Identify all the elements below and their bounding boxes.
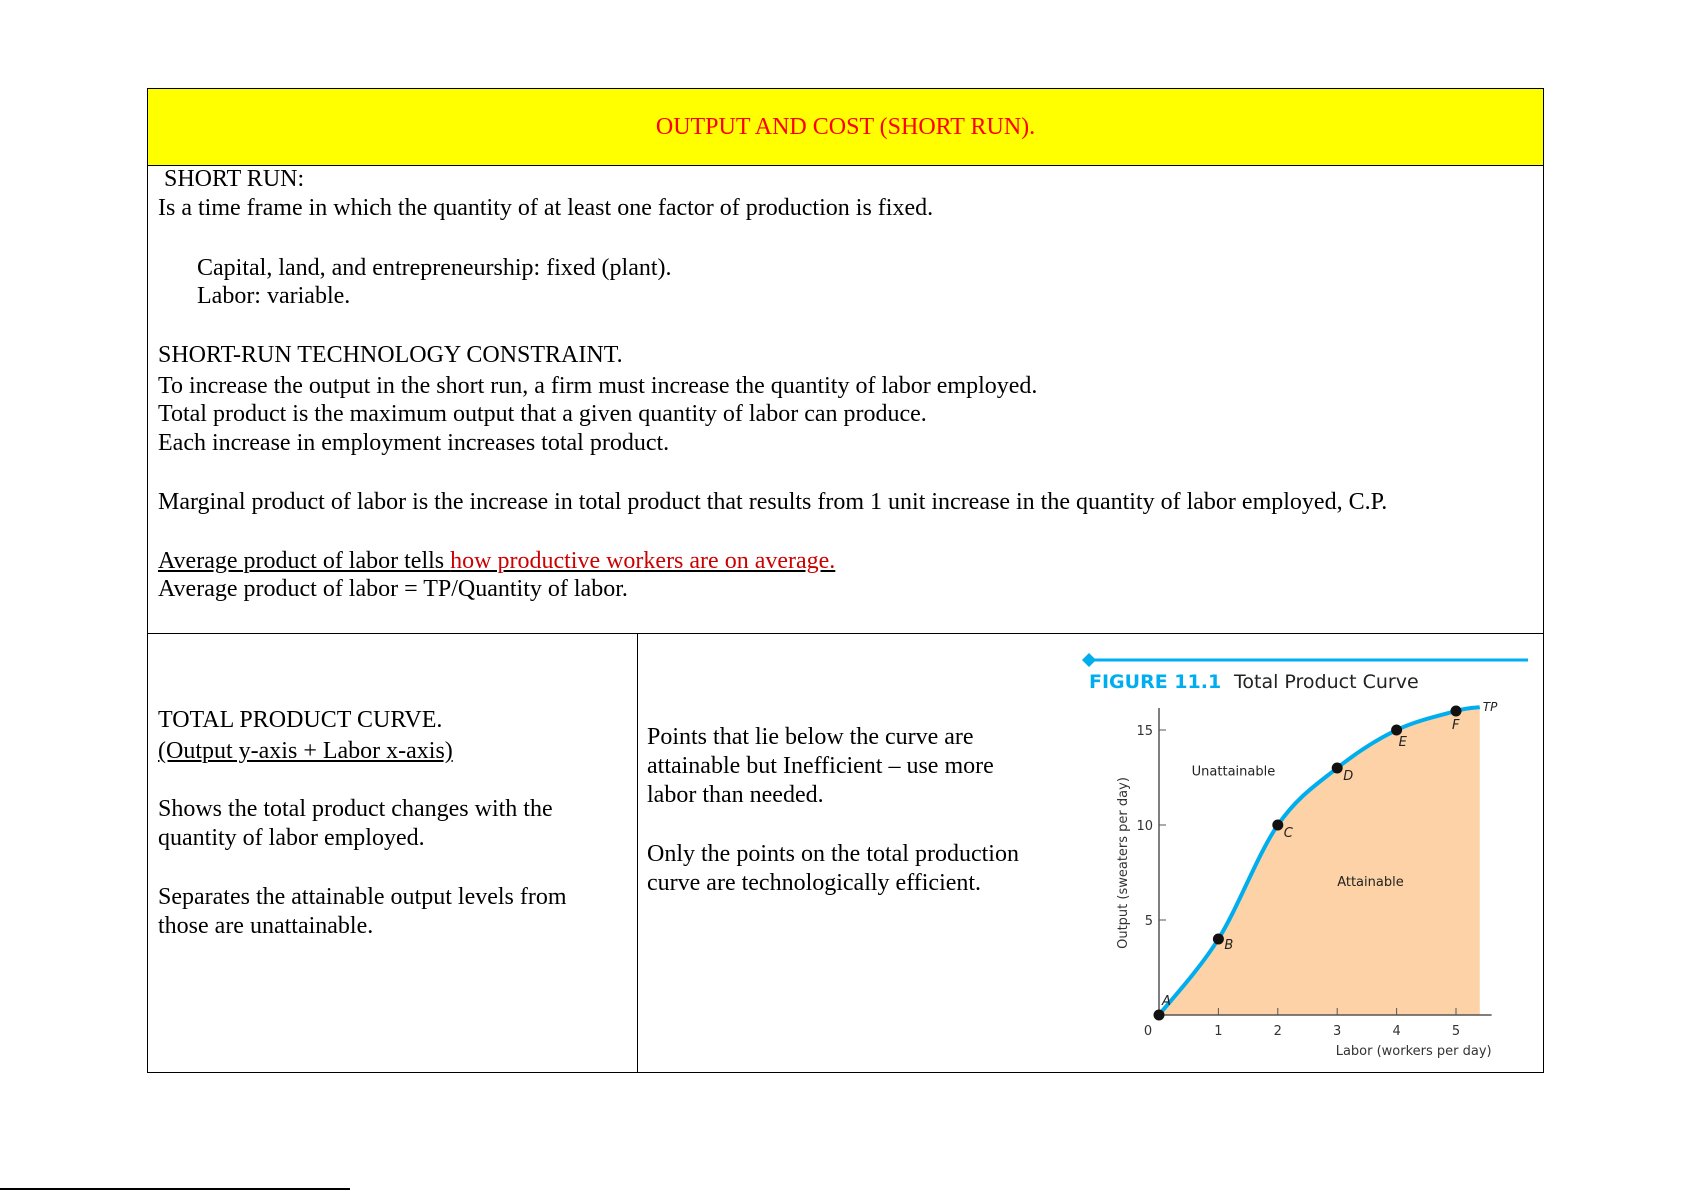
constraint-line: Total product is the maximum output that a given quantity of labor can produce. <box>158 401 927 427</box>
x-axis-label: Labor (workers per day) <box>1335 1044 1492 1059</box>
data-point <box>1451 706 1462 717</box>
point-label: B <box>1224 938 1234 953</box>
tp-desc: Shows the total product changes with the <box>158 796 553 822</box>
attainable-area <box>1159 707 1480 1015</box>
fixed-factors: Capital, land, and entrepreneurship: fixed (plant). <box>197 255 672 281</box>
x-tick-label: 5 <box>1451 1024 1461 1039</box>
figure-label: FIGURE 11.1 <box>1089 671 1222 693</box>
x-tick-label: 4 <box>1392 1024 1401 1039</box>
y-tick-label: 10 <box>1136 819 1153 834</box>
point-label: C <box>1283 826 1293 841</box>
tp-desc: quantity of labor employed. <box>158 825 425 851</box>
points-note: Points that lie below the curve are <box>647 724 974 750</box>
y-tick-label: 5 <box>1144 914 1153 929</box>
y-tick-label: 15 <box>1136 724 1153 739</box>
footer-rule <box>0 1188 350 1190</box>
region-label-unattainable: Unattainable <box>1191 764 1276 780</box>
point-label: E <box>1398 735 1407 750</box>
tp-axes-note: (Output y-axis + Labor x-axis) <box>158 738 453 764</box>
x-tick-label: 1 <box>1214 1024 1223 1039</box>
constraint-line: To increase the output in the short run, a firm must increase the quantity of labor employed. <box>158 373 1038 399</box>
point-label: F <box>1452 718 1460 733</box>
region-label-attainable: Attainable <box>1337 874 1404 890</box>
constraint-line: Each increase in employment increases total product. <box>158 430 670 456</box>
data-point <box>1154 1010 1165 1021</box>
average-prefix: Average product of labor tells <box>158 548 451 574</box>
tp-heading: TOTAL PRODUCT CURVE. <box>158 707 443 733</box>
data-point <box>1332 763 1343 774</box>
x-tick-label: 0 <box>1143 1024 1153 1039</box>
x-tick-label: 2 <box>1273 1024 1282 1039</box>
points-note: attainable but Inefficient – use more <box>647 753 994 779</box>
point-label: A <box>1162 994 1171 1009</box>
point-label: D <box>1343 769 1354 784</box>
constraint-heading: SHORT-RUN TECHNOLOGY CONSTRAINT. <box>158 342 623 368</box>
page-title: OUTPUT AND COST (SHORT RUN). <box>148 89 1543 166</box>
short-run-definition: Is a time frame in which the quantity of at least one factor of production is fixed. <box>158 195 934 221</box>
tp-desc: those are unattainable. <box>158 913 374 939</box>
variable-factor: Labor: variable. <box>197 283 351 309</box>
average-formula: Average product of labor = TP/Quantity of labor. <box>158 576 628 602</box>
tp-desc: Separates the attainable output levels from <box>158 884 567 910</box>
short-run-heading: SHORT RUN: <box>164 166 305 192</box>
data-point <box>1213 934 1224 945</box>
data-point <box>1391 725 1402 736</box>
y-axis-label: Output (sweaters per day) <box>1116 777 1131 949</box>
average-highlight: how productive workers are on average. <box>450 548 836 574</box>
x-tick-label: 3 <box>1333 1024 1342 1039</box>
marginal-product: Marginal product of labor is the increase in total product that results from 1 unit increase in the quantity of labor employed, C.P. <box>158 489 1388 515</box>
points-note: labor than needed. <box>647 782 824 808</box>
points-note: Only the points on the total production <box>647 841 1019 867</box>
data-point <box>1272 820 1283 831</box>
points-note: curve are technologically efficient. <box>647 870 982 896</box>
chart-title: Total Product Curve <box>1234 671 1419 693</box>
series-label: TP <box>1482 700 1498 715</box>
